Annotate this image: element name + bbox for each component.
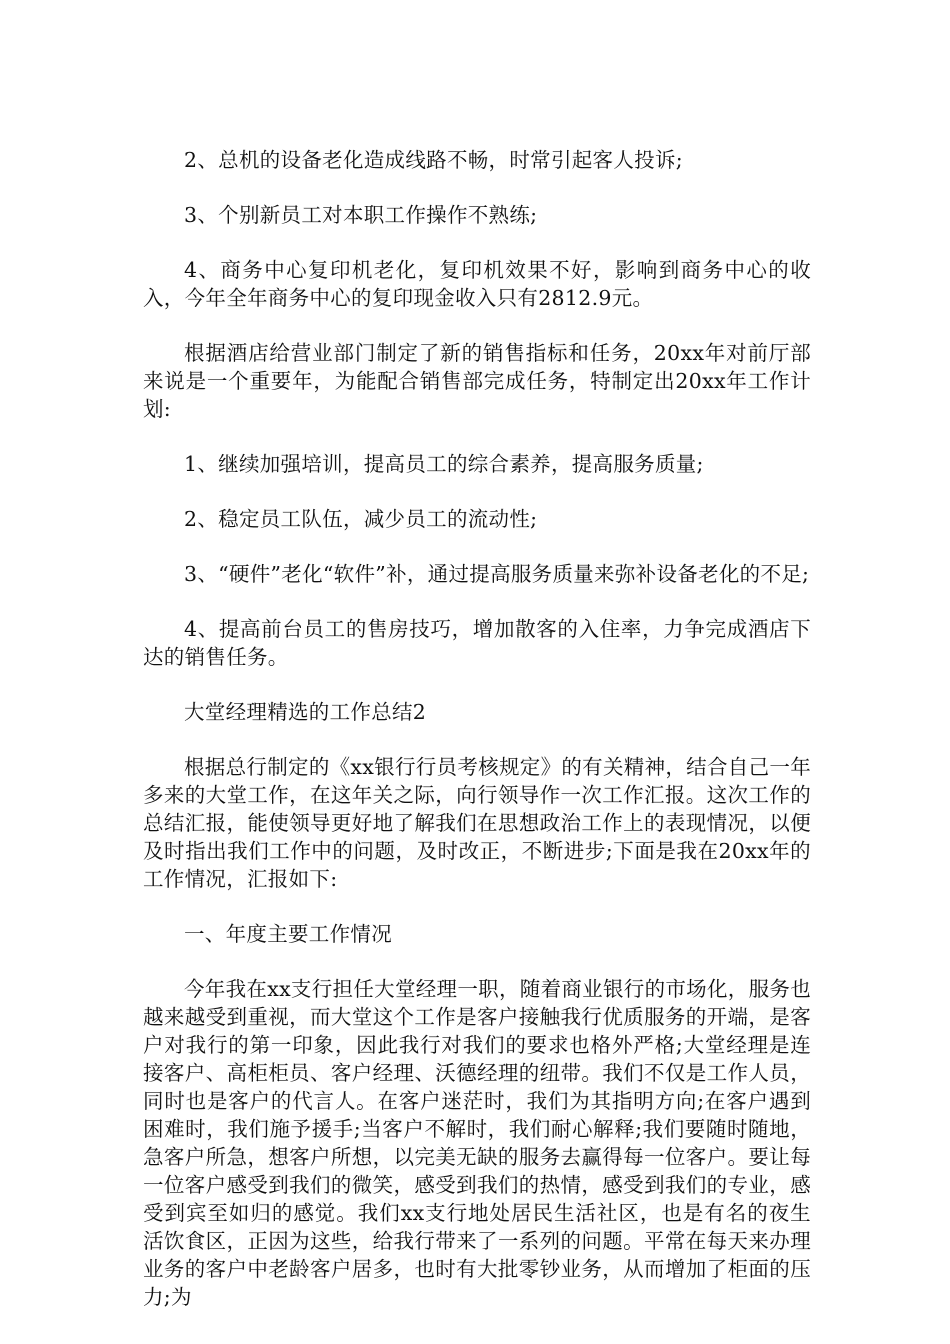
paragraph-plan-intro: 根据酒店给营业部门制定了新的销售指标和任务，20xx年对前厅部来说是一个重要年，为能配合销售部完成任务，特制定出20xx年工作计划: [143, 341, 811, 421]
paragraph-item-2: 2、总机的设备老化造成线路不畅，时常引起客人投诉; [184, 148, 683, 172]
section-title: 大堂经理精选的工作总结2 [184, 700, 427, 724]
document-body [143, 146, 811, 1311]
paragraph-item-4: 4、商务中心复印机老化，复印机效果不好，影响到商务中心的收入，今年全年商务中心的复印现金收入只有2812.9元。 [143, 258, 811, 310]
intro-paragraph: 根据总行制定的《xx银行行员考核规定》的有关精神，结合自己一年多来的大堂工作，在这年关之际，向行领导作一次工作汇报。这次工作的总结汇报，能使领导更好地了解我们在思想政治工作上的表现情况，以便及时指出我们工作中的问题，及时改正，不断进步;下面是我在20xx年的工作情况，汇报如下: [143, 755, 811, 891]
plan-item-1: 1、继续加强培训，提高员工的综合素养，提高服务质量; [184, 452, 704, 476]
paragraph-item-3: 3、个别新员工对本职工作操作不熟练; [184, 203, 538, 227]
plan-item-3: 3、“硬件”老化“软件”补，通过提高服务质量来弥补设备老化的不足; [184, 562, 810, 586]
body-paragraph: 今年我在xx支行担任大堂经理一职，随着商业银行的市场化，服务也越来越受到重视，而大堂这个工作是客户接触我行优质服务的开端，是客户对我行的第一印象，因此我行对我们的要求也格外严格;大堂经理是连接客户、高柜柜员、客户经理、沃德经理的纽带。我们不仅是工作人员，同时也是客户的代言人。在客户迷茫时，我们为其指明方向;在客户遇到困难时，我们施予援手;当客户不解时，我们耐心解释;我们要随时随地，急客户所急，想客户所想，以完美无缺的服务去赢得每一位客户。要让每一位客户感受到我们的微笑，感受到我们的热情，感受到我们的专业，感受到宾至如归的感觉。我们xx支行地处居民生活社区，也是有名的夜生活饮食区，正因为这些，给我行带来了一系列的问题。平常在每天来办理业务的客户中老龄客户居多，也时有大批零钞业务，从而增加了柜面的压力;为 [143, 977, 811, 1309]
plan-item-2: 2、稳定员工队伍，减少员工的流动性; [184, 507, 538, 531]
subheading: 一、年度主要工作情况 [184, 922, 392, 946]
plan-item-4: 4、提高前台员工的售房技巧，增加散客的入住率，力争完成酒店下达的销售任务。 [143, 617, 811, 669]
